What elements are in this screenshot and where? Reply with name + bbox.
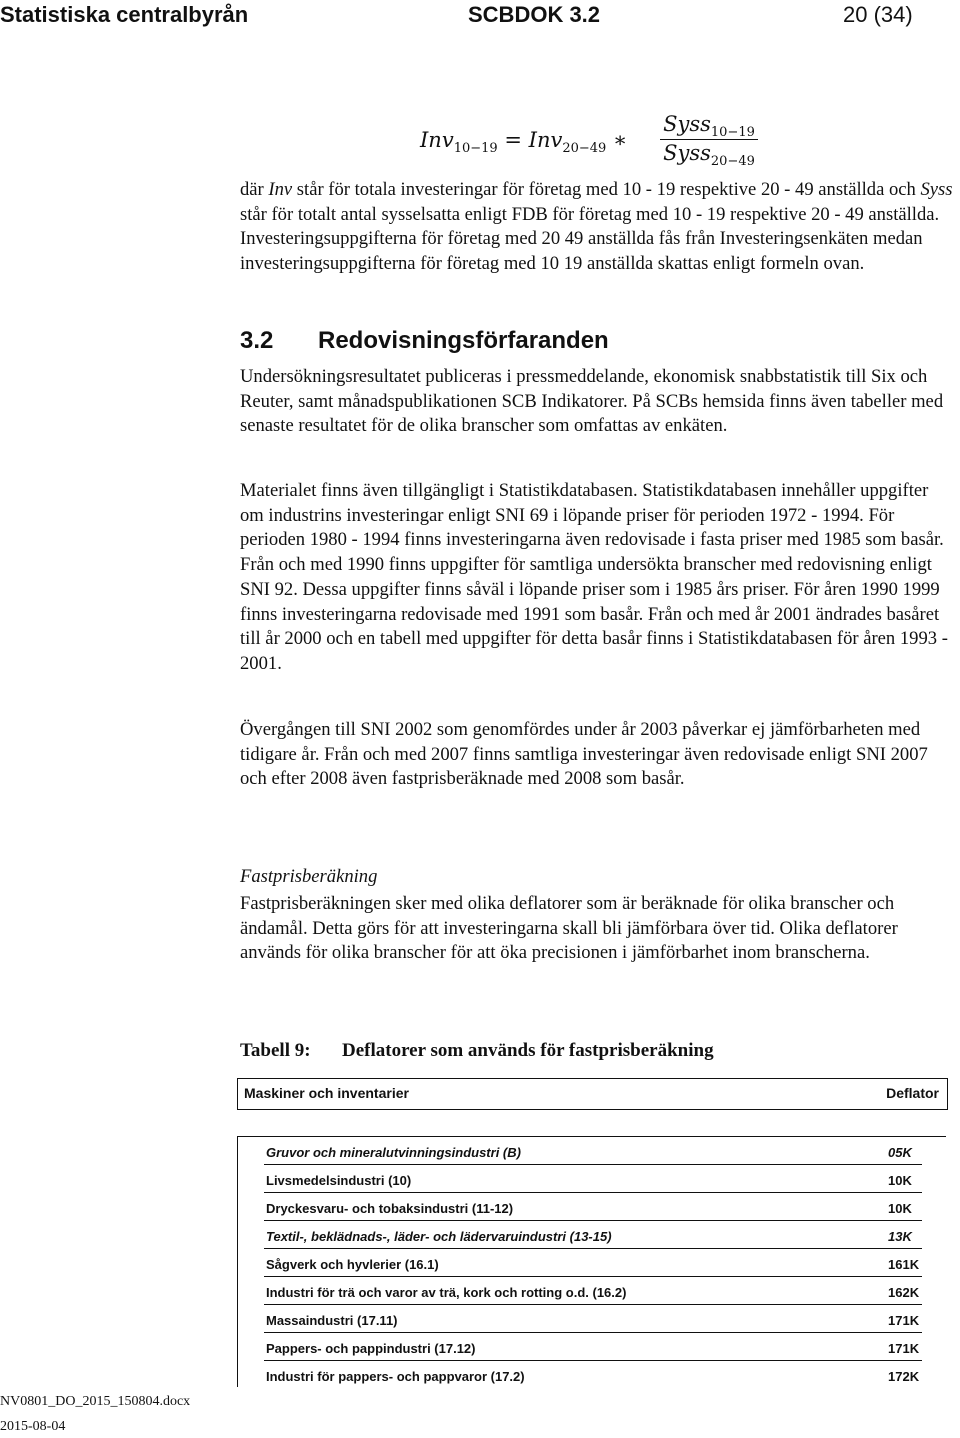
formula-equals: = [504, 128, 522, 152]
row-industry: Pappers- och pappindustri (17.12) [266, 1341, 476, 1356]
fastpris-paragraph: Fastprisberäkningen sker med olika deflatorer som är beräknade för olika branscher och ändamål. Detta görs för att investeringarna skall bli jämförbara över tid. Olika deflatorer används för olika branscher för att öka precisionen i jämförbarhet inom branscherna. [240, 893, 898, 964]
table-header [237, 1078, 948, 1110]
row-deflator: 171K [888, 1341, 920, 1356]
table-row [238, 1277, 946, 1305]
column-header-category: Maskiner och inventarier [244, 1085, 409, 1101]
publication-paragraph: Undersökningsresultatet publiceras i pressmeddelande, ekonomisk snabbstatistik till Six och Reuter, samt månadspublikationen SCB Indikatorer. På SCBs hemsida finns även tabeller med senaste resultatet för de olika branscher som omfattas av enkäten. [240, 366, 944, 437]
formula-den-var: Syss [663, 141, 711, 165]
organization-name: Statistiska centralbyrån [0, 2, 249, 27]
table-row [238, 1165, 946, 1193]
formula-num-var: Syss [663, 112, 711, 136]
document-id: SCBDOK 3.2 [468, 2, 601, 27]
table-row [238, 1221, 946, 1249]
table-caption-text: Deflatorer som används för fastprisberäkning [342, 1040, 714, 1061]
formula-lhs [420, 128, 627, 156]
row-industry: Sågverk och hyvlerier (16.1) [266, 1257, 439, 1272]
formula-num-sub: 10−19 [710, 125, 755, 141]
table-row [238, 1249, 946, 1277]
formula-numerator [660, 112, 758, 141]
table-row [238, 1333, 946, 1361]
section-title: Redovisningsförfaranden [318, 327, 609, 354]
row-deflator: 10K [888, 1173, 912, 1188]
table-caption-number: Tabell 9: [240, 1040, 311, 1061]
formula-rhs-sub: 20−49 [562, 141, 607, 157]
investment-formula [420, 112, 760, 170]
para1-syss-term: Syss [920, 179, 953, 200]
subheading-fastprisberakning: Fastprisberäkning [240, 866, 378, 887]
formula-operator: ∗ [613, 128, 628, 152]
row-deflator: 05K [888, 1145, 912, 1160]
row-industry: Dryckesvaru- och tobaksindustri (11-12) [266, 1201, 514, 1216]
row-industry: Massaindustri (17.11) [266, 1313, 398, 1328]
column-header-deflator: Deflator [886, 1085, 939, 1101]
row-industry: Industri för pappers- och pappvaror (17.2) [266, 1369, 525, 1384]
formula-rhs-var: Inv [528, 128, 563, 152]
section-heading [240, 327, 609, 355]
formula-lhs-var: Inv [420, 128, 454, 152]
footer-date: 2015-08-04 [0, 1419, 66, 1434]
row-deflator: 172K [888, 1369, 920, 1384]
page-number: 20 (34) [843, 2, 913, 27]
table-row [238, 1305, 946, 1333]
row-industry: Textil-, beklädnads-, läder- och lädervaruindustri (13-15) [266, 1229, 612, 1244]
row-deflator: 10K [888, 1201, 912, 1216]
row-deflator: 171K [888, 1313, 920, 1328]
row-deflator: 161K [888, 1257, 920, 1272]
row-industry: Industri för trä och varor av trä, kork och rotting o.d. (16.2) [266, 1285, 627, 1300]
para1-inv-term: Inv [268, 179, 293, 200]
table-row [238, 1193, 946, 1221]
table-row [238, 1361, 946, 1389]
formula-lhs-sub: 10−19 [453, 141, 498, 157]
deflator-table-body [237, 1136, 946, 1387]
row-industry: Livsmedelsindustri (10) [266, 1173, 412, 1188]
formula-denominator [660, 141, 758, 169]
formula-den-sub: 20−49 [710, 154, 755, 170]
para1-part2: står för totala investeringar för företag med 10 - 19 respektive 20 - 49 anställda och [292, 179, 921, 200]
table-row [238, 1137, 946, 1165]
formula-fraction [660, 112, 758, 169]
table-caption [240, 1040, 714, 1062]
formula-explanation-paragraph [240, 178, 955, 277]
row-deflator: 13K [888, 1229, 912, 1244]
para1-part3: står för totalt antal sysselsatta enligt FDB för företag med 10 - 19 respektive 20 - 49 anställda. Investeringsuppgifterna för företag med 20 49 anställda fås från Investeringsenkäten medan investeringsuppgifterna för företag med 10 19 anställda skattas enligt formeln ovan. [240, 203, 940, 275]
sni-transition-paragraph: Övergången till SNI 2002 som genomfördes under år 2003 påverkar ej jämförbarheten med tidigare år. Från och med 2007 finns samtliga investeringar även redovisade enligt SNI 2007 och efter 2008 även fastprisberäknade med 2008 som basår. [240, 719, 928, 790]
footer-filename: NV0801_DO_2015_150804.docx [0, 1394, 191, 1409]
row-industry: Gruvor och mineralutvinningsindustri (B) [266, 1145, 521, 1160]
para1-part1: där [240, 179, 269, 200]
database-paragraph: Materialet finns även tillgängligt i Statistikdatabasen. Statistikdatabasen innehåller uppgifter om industrins investeringar enligt SNI 69 i löpande priser för perioden 1972 - 1994. För perioden 1980 - 1994 finns investeringarna även redovisade i fasta priser med 1985 som basår. Från och med 1990 finns uppgifter för samtliga undersökta branscher med redovisning enligt SNI 92. Dessa uppgifter finns såväl i löpande priser som i 1985 års priser. För åren 1990 1999 finns investeringarna redovisade med 1991 som basår. Från och med år 2001 ändrades basåret till år 2000 och en tabell med uppgifter för detta basår finns i Statistikdatabasen för åren 1993 - 2001. [240, 480, 948, 674]
section-number: 3.2 [240, 327, 274, 354]
row-deflator: 162K [888, 1285, 920, 1300]
